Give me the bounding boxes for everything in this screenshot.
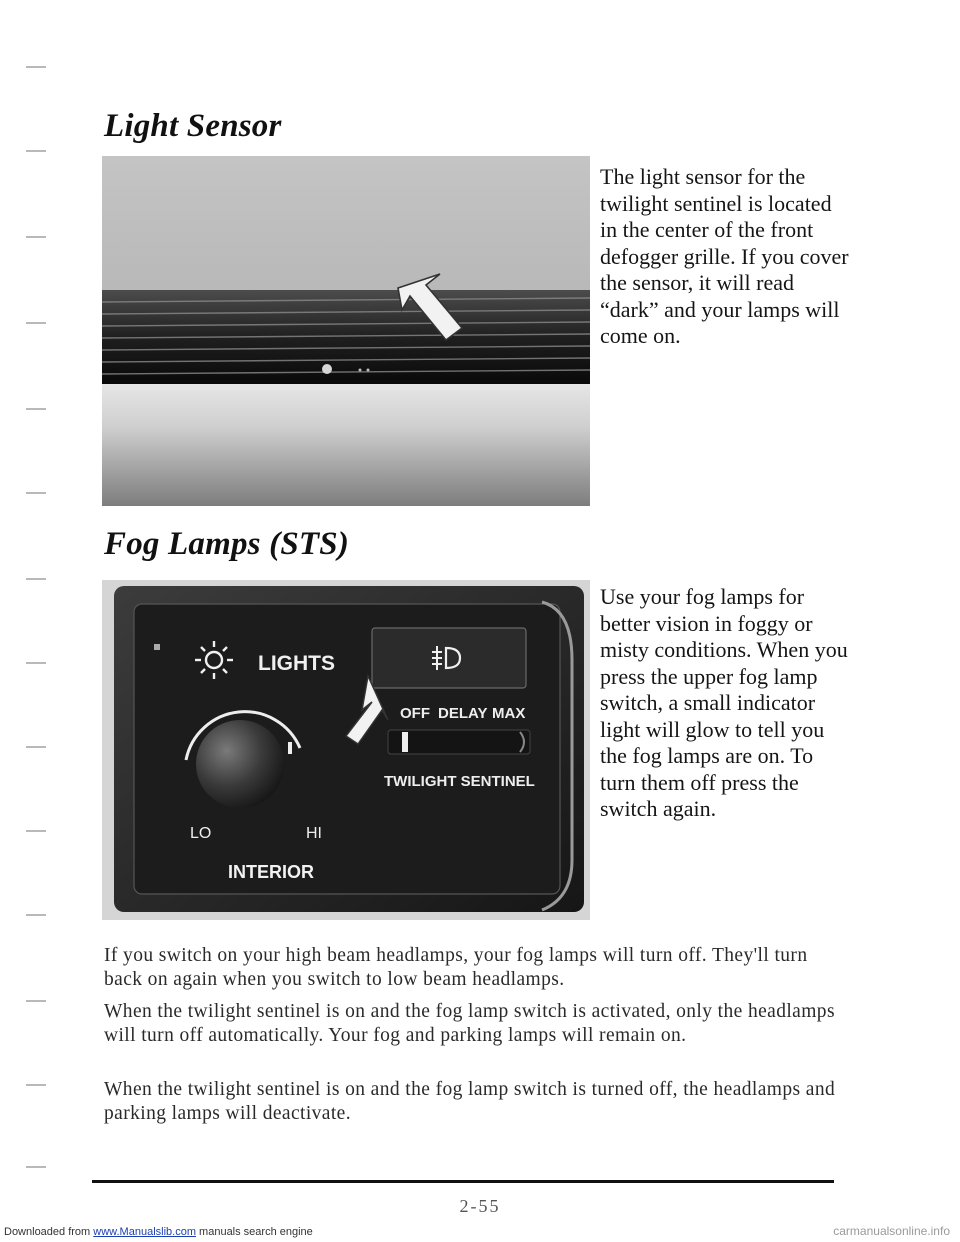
max-label: MAX <box>492 705 526 722</box>
footer-suffix: manuals search engine <box>199 1226 313 1238</box>
paragraph-high-beam: If you switch on your high beam headlamps, your fog lamps will turn off. They'll turn back on again when you switch to low beam headlamps. <box>104 945 808 990</box>
fog-lamps-title: Fog Lamps (STS) <box>104 526 350 562</box>
lights-label: LIGHTS <box>258 652 335 675</box>
twilight-sentinel-slider[interactable] <box>388 730 530 754</box>
light-sensor-title: Light Sensor <box>104 108 282 144</box>
off-label: OFF <box>400 705 430 722</box>
light-sensor-description: The light sensor for the twilight sentinel is located in the center of the front defogger grille. If you cover the sensor, it will read “dark” and your lamps will come on. <box>600 164 849 348</box>
page-rule <box>92 1180 834 1183</box>
hi-label: HI <box>306 825 322 842</box>
paragraph-twilight-turned-off: When the twilight sentinel is on and the fog lamp switch is turned off, the headlamps and parking lamps will deactivate. <box>104 1079 836 1124</box>
headlamp-control-panel <box>102 580 590 920</box>
paragraph-twilight-activated: When the twilight sentinel is on and the fog lamp switch is activated, only the headlamps will turn off automatically. Your fog and parking lamps will remain on. <box>104 1001 835 1046</box>
light-sensor-photo <box>102 156 590 506</box>
twilight-sentinel-label: TWILIGHT SENTINEL <box>384 773 535 790</box>
watermark: carmanualsonline.info <box>833 1224 950 1238</box>
delay-label: DELAY <box>438 705 488 722</box>
page-number: 2-55 <box>459 1196 501 1216</box>
fog-lamps-description: Use your fog lamps for better vision in foggy or misty conditions. When you press the upper fog lamp switch, a small indicator light will glow to tell you the fog lamps are on. To turn them off press the switch again. <box>600 584 848 821</box>
fog-lamp-switch[interactable] <box>372 628 526 688</box>
headlamp-knob[interactable] <box>196 720 284 808</box>
interior-label: INTERIOR <box>228 862 315 882</box>
light-sensor-dot <box>322 364 332 374</box>
fog-lamp-panel-photo <box>102 580 590 920</box>
twilight-sentinel-slider-knob[interactable] <box>402 732 408 752</box>
defogger-grille-illustration <box>102 156 590 506</box>
manualslib-link[interactable]: www.Manualslib.com <box>93 1226 196 1238</box>
footer-prefix: Downloaded from <box>4 1226 91 1238</box>
download-footer <box>4 1226 313 1238</box>
lo-label: LO <box>190 825 212 842</box>
